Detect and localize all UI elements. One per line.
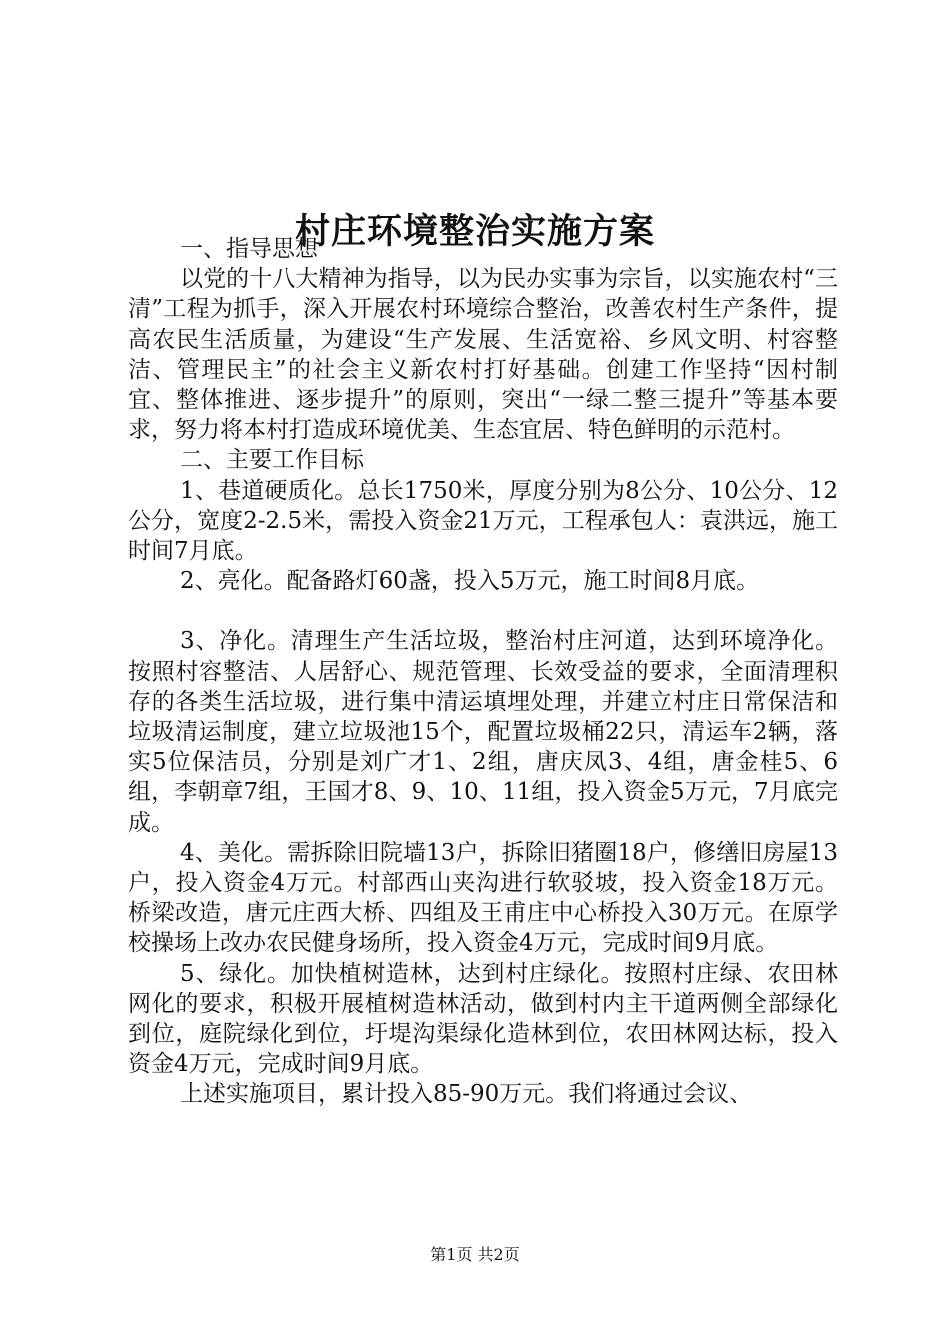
page-footer: 第1页 共2页 <box>430 1245 520 1264</box>
goal-item-4: 4、美化。需拆除旧院墙13户，拆除旧猪圈18户，修缮旧房屋13户，投入资金4万元。村部西山夹沟进行软驳坡，投入资金18万元。桥梁改造，唐元庄西大桥、四组及王甫庄中心桥投入30万元。在原学校操场上改办农民健身场所，投入资金4万元，完成时间9月底。 <box>128 839 838 957</box>
goal-item-3: 3、净化。清理生产生活垃圾，整治村庄河道，达到环境净化。按照村容整洁、人居舒心、规范管理、长效受益的要求，全面清理积存的各类生活垃圾，进行集中清运填埋处理，并建立村庄日常保洁和垃圾清运制度，建立垃圾池15个，配置垃圾桶22只，清运车2辆，落实5位保洁员，分别是刘广才1、2组，唐庆凤3、4组，唐金桂5、6组，李朝章7组，王国才8、9、10、11组，投入资金5万元，7月底完成。 <box>128 628 838 836</box>
goal-item-5: 5、绿化。加快植树造林，达到村庄绿化。按照村庄绿、农田林网化的要求，积极开展植树造林活动，做到村内主干道两侧全部绿化到位，庭院绿化到位，圩堤沟渠绿化造林到位，农田林网达标，投入资金4万元，完成时间9月底。 <box>128 960 838 1078</box>
section1-paragraph: 以党的十八大精神为指导，以为民办实事为宗旨，以实施农村“三清”工程为抓手，深入开展农村环境综合整治，改善农村生产条件，提高农民生活质量，为建设“生产发展、生活宽裕、乡风文明、村容整洁、管理民主”的社会主义新农村打好基础。创建工作坚持“因村制宜、整体推进、逐步提升”的原则，突出“一绿二整三提升”等基本要求，努力将本村打造成环境优美、生态宜居、特色鲜明的示范村。 <box>128 266 838 444</box>
goal-item-1: 1、巷道硬质化。总长1750米，厚度分别为8公分、10公分、12公分，宽度2-2.5米，需投入资金21万元，工程承包人：袁洪远，施工时间7月底。 <box>128 477 838 565</box>
document-title: 村庄环境整治实施方案 <box>294 211 655 253</box>
section1-heading: 一、指导思想 <box>180 236 318 262</box>
paragraph-gap <box>128 596 838 626</box>
goal-item-2: 2、亮化。配备路灯60盏，投入5万元，施工时间8月底。 <box>180 568 760 595</box>
section2-heading: 二、主要工作目标 <box>180 447 364 474</box>
summary-paragraph: 上述实施项目，累计投入85-90万元。我们将通过会议、 <box>180 1081 753 1108</box>
document-body <box>128 234 838 1110</box>
